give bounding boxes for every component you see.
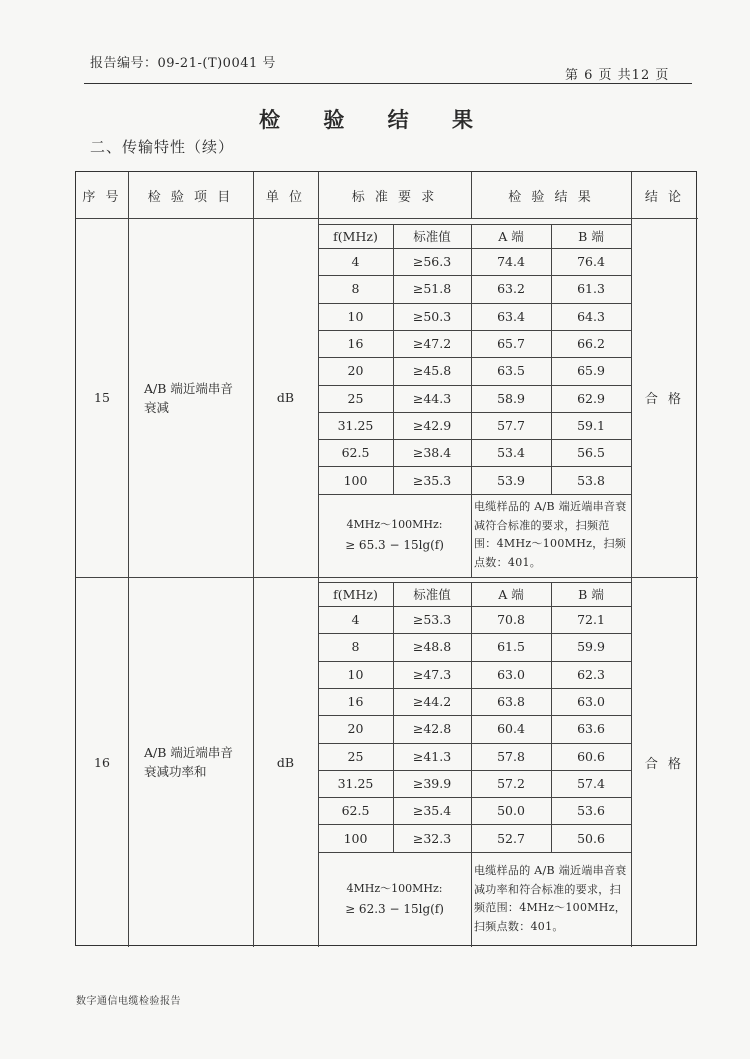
a-end-cell: 57.7 bbox=[497, 417, 525, 433]
inner-divider bbox=[471, 852, 472, 947]
freq-cell: 100 bbox=[343, 472, 368, 488]
a-end-cell: 63.5 bbox=[497, 363, 525, 379]
a-end-cell: 63.0 bbox=[497, 666, 525, 682]
inner-divider bbox=[471, 582, 472, 852]
inner-divider bbox=[393, 582, 394, 852]
freq-cell: 4 bbox=[351, 254, 360, 270]
b-end-cell: 53.6 bbox=[577, 803, 605, 819]
freq-cell: 20 bbox=[347, 363, 364, 379]
freq-cell: 8 bbox=[351, 639, 360, 655]
b-end-cell: 57.4 bbox=[577, 775, 605, 791]
page-info: 第 6 页 共12 页 bbox=[565, 68, 670, 83]
b-end-cell: 65.9 bbox=[577, 363, 605, 379]
a-end-cell: 53.4 bbox=[497, 445, 525, 461]
b-end-cell: 60.6 bbox=[577, 748, 605, 764]
freq-cell: 16 bbox=[347, 694, 364, 710]
b-end-cell: 59.1 bbox=[577, 417, 605, 433]
inner-divider bbox=[551, 582, 552, 852]
b-end-cell: 64.3 bbox=[577, 308, 605, 324]
std-cell: ≥35.4 bbox=[412, 803, 452, 819]
subheader-freq: f(MHz) bbox=[333, 228, 378, 244]
std-cell: ≥39.9 bbox=[412, 775, 452, 791]
freq-cell: 16 bbox=[347, 336, 364, 352]
unit-cell: dB bbox=[276, 390, 295, 405]
std-cell: ≥56.3 bbox=[412, 254, 452, 270]
test-item: A/B 端近端串音衰减功率和 bbox=[144, 745, 233, 779]
row-number: 15 bbox=[94, 390, 110, 405]
freq-cell: 62.5 bbox=[341, 445, 370, 461]
a-end-cell: 58.9 bbox=[497, 390, 525, 406]
header-requirement: 标 准 要 求 bbox=[351, 189, 438, 205]
row-number: 16 bbox=[94, 754, 110, 770]
freq-cell: 25 bbox=[347, 390, 364, 406]
conclusion-cell: 合 格 bbox=[644, 392, 685, 407]
formula-expression: ≥ 65.3 − 15lg(f) bbox=[345, 538, 444, 553]
freq-cell: 100 bbox=[343, 830, 368, 846]
a-end-cell: 50.0 bbox=[497, 803, 525, 819]
inner-divider bbox=[393, 224, 394, 494]
header-result: 检 验 结 果 bbox=[508, 189, 594, 205]
a-end-cell: 63.8 bbox=[497, 694, 525, 710]
freq-cell: 10 bbox=[347, 308, 364, 324]
header-item: 检 验 项 目 bbox=[147, 189, 234, 205]
a-end-cell: 63.4 bbox=[497, 308, 525, 324]
b-end-cell: 61.3 bbox=[577, 281, 605, 297]
page-title: 检 验 结 果 bbox=[259, 107, 491, 132]
a-end-cell: 63.2 bbox=[497, 281, 525, 297]
std-cell: ≥44.2 bbox=[412, 694, 452, 710]
results-table bbox=[75, 171, 697, 946]
conclusion-cell: 合 格 bbox=[644, 756, 685, 772]
row-divider bbox=[318, 224, 631, 225]
test-item: A/B 端近端串音衰减 bbox=[144, 380, 233, 415]
a-end-cell: 70.8 bbox=[497, 612, 525, 628]
b-end-cell: 63.0 bbox=[577, 694, 605, 710]
formula-cell bbox=[318, 852, 471, 947]
b-end-cell: 76.4 bbox=[577, 254, 605, 270]
a-end-cell: 60.4 bbox=[497, 721, 525, 737]
b-end-cell: 66.2 bbox=[577, 336, 605, 352]
footer-text: 数字通信电缆检验报告 bbox=[76, 996, 181, 1007]
std-cell: ≥42.9 bbox=[412, 417, 452, 433]
b-end-cell: 59.9 bbox=[577, 639, 605, 655]
subheader-std: 标准值 bbox=[413, 587, 451, 602]
std-cell: ≥32.3 bbox=[412, 830, 452, 846]
std-cell: ≥51.8 bbox=[412, 281, 452, 297]
std-cell: ≥45.8 bbox=[412, 363, 452, 379]
b-end-cell: 62.3 bbox=[577, 666, 605, 682]
std-cell: ≥47.2 bbox=[412, 336, 452, 352]
subheader-b-end: B 端 bbox=[578, 587, 604, 602]
a-end-cell: 57.8 bbox=[497, 748, 525, 764]
inner-divider bbox=[471, 224, 472, 494]
a-end-cell: 53.9 bbox=[497, 472, 525, 488]
subheader-a-end: A 端 bbox=[498, 587, 524, 602]
std-cell: ≥48.8 bbox=[412, 639, 452, 655]
subheader-std: 标准值 bbox=[413, 229, 451, 244]
freq-cell: 10 bbox=[347, 666, 364, 682]
result-note: 电缆样品的 A/B 端近端串音衰减符合标准的要求，扫频范围：4MHz～100MHz，扫频点数：401。 bbox=[474, 500, 627, 569]
freq-cell: 20 bbox=[347, 721, 364, 737]
header-rule bbox=[84, 83, 692, 84]
subheader-b-end: B 端 bbox=[578, 229, 604, 244]
col-divider bbox=[471, 172, 472, 218]
std-cell: ≥44.3 bbox=[412, 390, 452, 406]
header-no: 序 号 bbox=[82, 189, 122, 205]
header-conclusion: 结 论 bbox=[644, 189, 685, 205]
formula-cell bbox=[318, 494, 471, 577]
freq-cell: 62.5 bbox=[341, 803, 370, 819]
subheader-a-end: A 端 bbox=[498, 229, 524, 244]
freq-cell: 4 bbox=[351, 612, 360, 628]
a-end-cell: 57.2 bbox=[497, 775, 525, 791]
freq-cell: 25 bbox=[347, 748, 364, 764]
b-end-cell: 62.9 bbox=[577, 390, 605, 406]
row-divider bbox=[318, 582, 631, 583]
b-end-cell: 63.6 bbox=[577, 721, 605, 737]
std-cell: ≥35.3 bbox=[412, 472, 452, 488]
std-cell: ≥41.3 bbox=[412, 748, 452, 764]
a-end-cell: 61.5 bbox=[497, 639, 525, 655]
result-note: 电缆样品的 A/B 端近端串音衰减功率和符合标准的要求，扫频范围：4MHz～100MHz，扫频点数：401。 bbox=[474, 864, 627, 933]
unit-cell: dB bbox=[276, 754, 295, 770]
a-end-cell: 52.7 bbox=[497, 830, 525, 846]
a-end-cell: 65.7 bbox=[497, 336, 525, 352]
b-end-cell: 53.8 bbox=[577, 472, 605, 488]
inner-divider bbox=[471, 494, 472, 577]
std-cell: ≥38.4 bbox=[412, 445, 452, 461]
formula-expression: ≥ 62.3 − 15lg(f) bbox=[345, 902, 444, 917]
std-cell: ≥42.8 bbox=[412, 721, 452, 737]
formula-range: 4MHz～100MHz: bbox=[346, 882, 443, 896]
std-cell: ≥53.3 bbox=[412, 612, 452, 628]
subheader-freq: f(MHz) bbox=[333, 586, 378, 602]
b-end-cell: 56.5 bbox=[577, 445, 605, 461]
report-number: 报告编号：09-21-(T)0041 号 bbox=[90, 56, 276, 71]
freq-cell: 31.25 bbox=[337, 417, 374, 433]
a-end-cell: 74.4 bbox=[497, 254, 525, 270]
inner-divider bbox=[551, 224, 552, 494]
std-cell: ≥47.3 bbox=[412, 666, 452, 682]
freq-cell: 31.25 bbox=[337, 775, 374, 791]
header-unit: 单 位 bbox=[265, 189, 306, 205]
std-cell: ≥50.3 bbox=[412, 308, 452, 324]
freq-cell: 8 bbox=[351, 281, 360, 297]
section-heading: 二、传输特性（续） bbox=[90, 138, 235, 156]
b-end-cell: 50.6 bbox=[577, 830, 605, 846]
b-end-cell: 72.1 bbox=[577, 612, 605, 628]
formula-range: 4MHz～100MHz: bbox=[346, 518, 443, 532]
